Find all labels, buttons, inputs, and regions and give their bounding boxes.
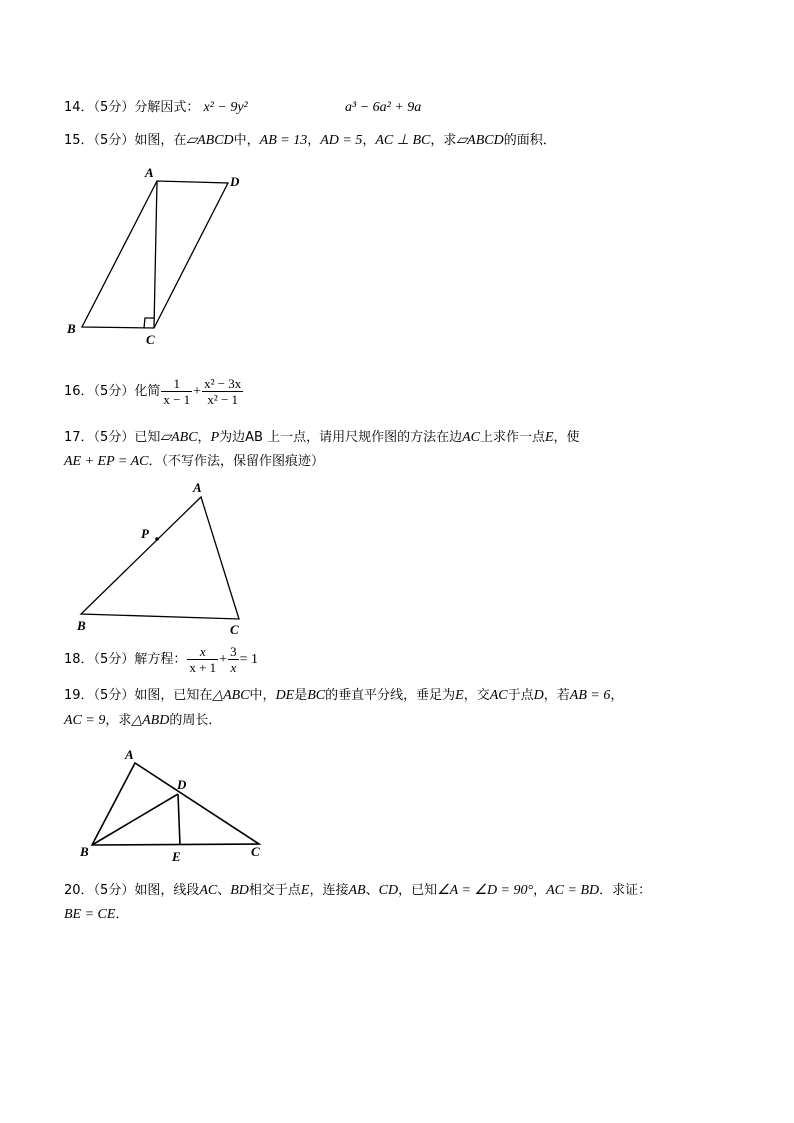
q15-perp: AC ⊥ BC xyxy=(375,133,431,148)
q14-expr1: x² − 9y² xyxy=(203,100,248,115)
q16-f2-num: x² − 3x xyxy=(204,376,242,391)
q15-ad: AD = 5 xyxy=(320,133,363,148)
point-p xyxy=(155,537,159,541)
q20-tail: ． xyxy=(115,907,129,922)
q19-bc: BC xyxy=(307,688,326,703)
q19-tri: △ABC xyxy=(212,688,250,703)
q15-mid: 中， xyxy=(233,133,260,148)
q15-tail2: 的面积． xyxy=(503,133,556,148)
q17-text1: ， xyxy=(197,430,211,445)
segment-de xyxy=(178,794,180,845)
label-a-triangle19: A xyxy=(125,747,134,762)
q20-t5: ．求证： xyxy=(599,883,652,898)
right-angle-mark xyxy=(144,318,154,328)
parallelogram-figure xyxy=(82,181,228,328)
q17-e: E xyxy=(544,430,554,445)
q19-e: E xyxy=(455,688,464,703)
q17-text4: ，使 xyxy=(553,430,580,445)
q20-cd: CD xyxy=(378,883,399,898)
q20-expr: BE = CE xyxy=(64,907,116,922)
q20-bd: BD xyxy=(230,883,249,898)
q18-f1-num: x xyxy=(187,644,218,660)
label-e-triangle19: E xyxy=(172,849,181,864)
triangle-19-figure xyxy=(92,763,259,845)
triangle-19-shape xyxy=(92,763,259,845)
q19-label: 19．（5分）如图，已知在 xyxy=(64,688,213,703)
q18-f1-den: x + 1 xyxy=(189,660,217,675)
label-b-triangle17: B xyxy=(77,618,86,633)
q19-t6: ，若 xyxy=(543,688,570,703)
q14-expr2: a³ − 6a² + 9a xyxy=(345,100,422,115)
q19-mid: ，求 xyxy=(105,713,132,728)
label-d-triangle19: D xyxy=(177,777,187,792)
q16-f2-den: x² − 1 xyxy=(207,392,239,407)
q20-ac: AC xyxy=(199,883,218,898)
q20-sep: 、 xyxy=(217,883,231,898)
q20-label: 20．（5分）如图，线段 xyxy=(64,883,200,898)
q19-expr: AC = 9 xyxy=(64,713,106,728)
q19-t2: 是 xyxy=(294,688,308,703)
q19-tri2: △ABD xyxy=(131,713,170,728)
q19-tail: 的周长． xyxy=(169,713,222,728)
q18-rhs: = 1 xyxy=(239,652,258,667)
label-c-triangle19: C xyxy=(251,844,260,859)
q15-sep1: ， xyxy=(307,133,321,148)
q18-f2-den: x xyxy=(230,660,237,675)
label-c-parallelogram: C xyxy=(146,332,155,347)
q19-t7: ， xyxy=(610,688,624,703)
q16-f1-num: 1 xyxy=(161,376,192,392)
q20-t1: 相交于点 xyxy=(248,883,301,898)
q17-text3: 上求作一点 xyxy=(479,430,545,445)
q17-tri: ▱ABC xyxy=(160,430,198,445)
q17-p: P xyxy=(210,430,220,445)
q18-plus: + xyxy=(219,652,228,667)
q19-ac: AC xyxy=(489,688,508,703)
q19-ab6: AB = 6 xyxy=(569,688,611,703)
label-b-parallelogram: B xyxy=(67,321,76,336)
q20-acbd: AC = BD xyxy=(546,883,600,898)
q19-t1: 中， xyxy=(249,688,276,703)
q15-ab: AB = 13 xyxy=(259,133,308,148)
q20-e: E xyxy=(300,883,310,898)
q17-tail: ．（不写作法，保留作图痕迹） xyxy=(148,454,325,469)
label-p-triangle17: P xyxy=(141,526,149,541)
q14-label: 14．（5分）分解因式： xyxy=(64,100,200,115)
q15-shape: ▱ABCD xyxy=(186,133,234,148)
q15-shape2: ▱ABCD xyxy=(456,133,504,148)
q19-d: D xyxy=(533,688,544,703)
q19-t3: 的垂直平分线，垂足为 xyxy=(325,688,456,703)
q16-label: 16．（5分）化简 xyxy=(64,384,161,399)
q20-t2: ，连接 xyxy=(309,883,349,898)
label-a-triangle17: A xyxy=(193,480,202,495)
label-d-parallelogram: D xyxy=(230,174,240,189)
q20-ab: AB xyxy=(348,883,366,898)
q17-label: 17．（5分）已知 xyxy=(64,430,161,445)
q15-label: 15．（5分）如图，在 xyxy=(64,133,187,148)
label-c-triangle17: C xyxy=(230,622,239,637)
q18-f2-num: 3 xyxy=(230,644,237,659)
segment-ac xyxy=(154,181,157,328)
q16-plus: + xyxy=(193,384,202,399)
q17-ac: AC xyxy=(462,430,480,445)
q15-sep2: ， xyxy=(362,133,376,148)
triangle-17-shape xyxy=(81,497,239,619)
triangle-17-figure xyxy=(81,497,239,619)
label-a-parallelogram: A xyxy=(145,165,154,180)
q20-sep2: 、 xyxy=(365,883,379,898)
q17-text2: 为边AB 上一点，请用尺规作图的方法在边 xyxy=(219,430,463,445)
q19-de: DE xyxy=(275,688,295,703)
q18-label: 18．（5分）解方程： xyxy=(64,652,187,667)
label-b-triangle19: B xyxy=(80,844,89,859)
q20-t4: ， xyxy=(533,883,547,898)
q16-f1-den: x − 1 xyxy=(163,392,191,407)
q15-tail1: ，求 xyxy=(430,133,457,148)
q20-angle: ∠A = ∠D = 90° xyxy=(437,883,534,898)
q17-expr: AE + EP = AC xyxy=(64,454,149,469)
q19-t5: 于点 xyxy=(507,688,534,703)
q20-t3: ，已知 xyxy=(398,883,438,898)
q19-t4: ，交 xyxy=(463,688,490,703)
